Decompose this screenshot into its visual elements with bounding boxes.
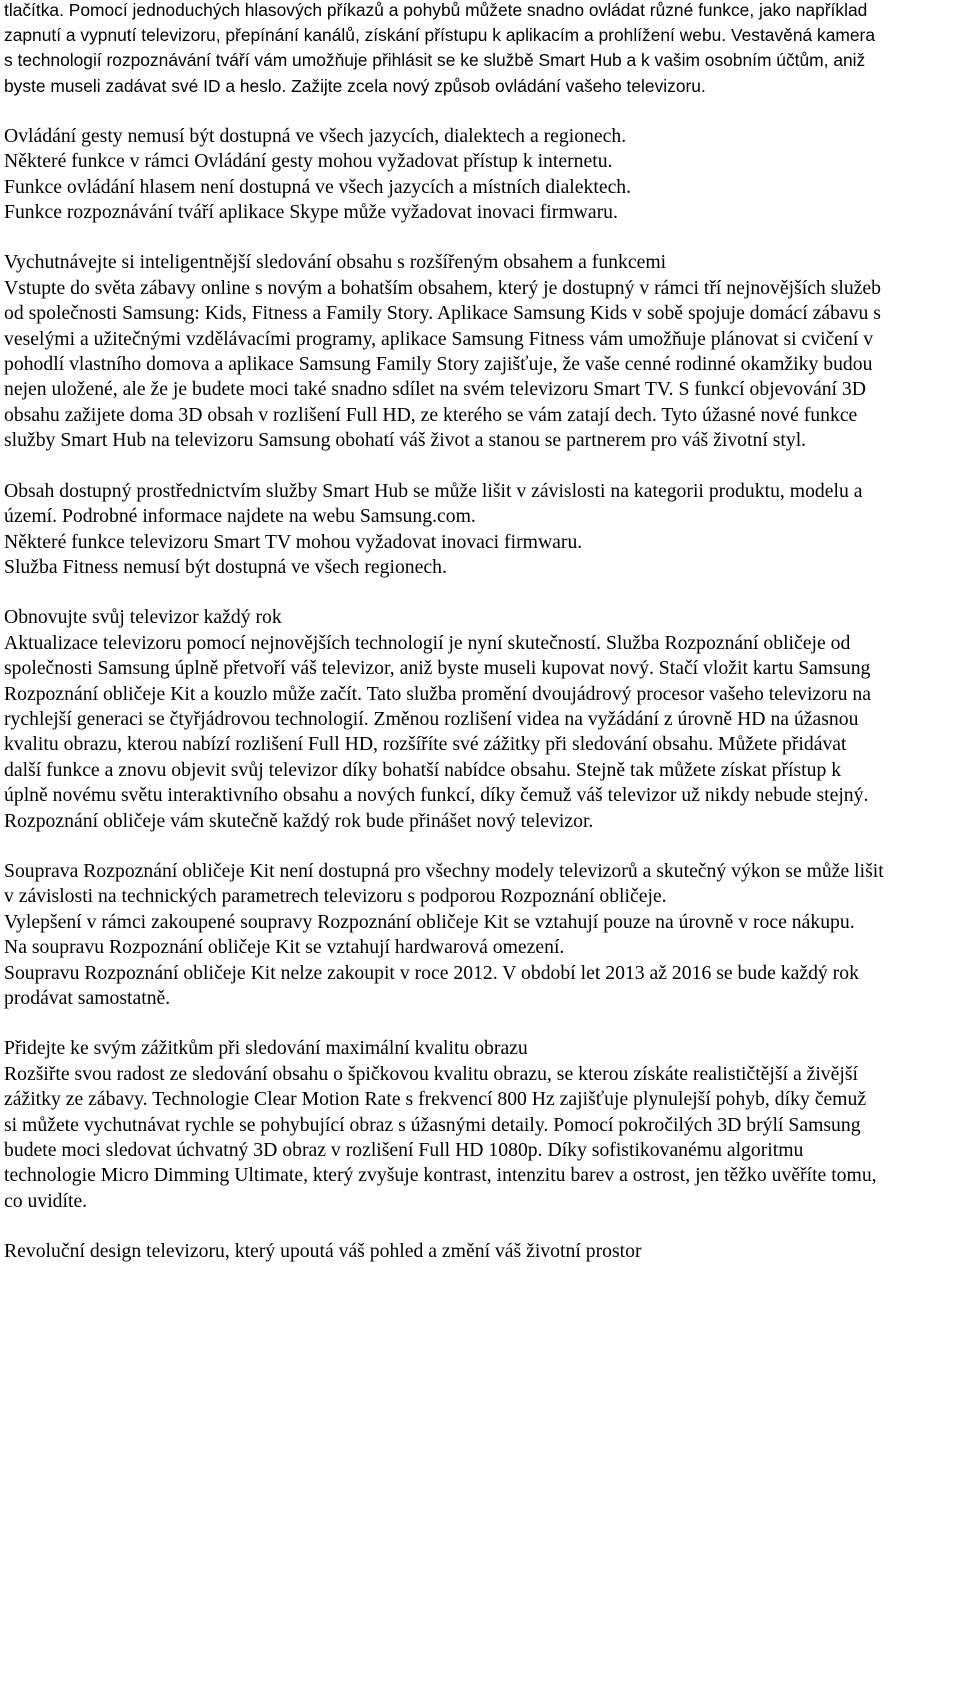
note-paragraph: Souprava Rozpoznání obličeje Kit není dostupná pro všechny modely televizorů a skutečný výkon se může lišit v závislosti na technických parametrech televizoru s podporou Rozpoznání obličeje. [4,859,884,908]
spacer [4,99,884,124]
note-paragraph: Vylepšení v rámci zakoupené soupravy Rozpoznání obličeje Kit se vztahují pouze na úrovně v roce nákupu. [4,910,855,933]
section-heading: Přidejte ke svým zážitkům při sledování maximální kvalitu obrazu [4,1037,528,1060]
document-page [4,0,884,1265]
note-line: Na soupravu Rozpoznání obličeje Kit se vztahují hardwarová omezení. [4,936,565,959]
spacer [4,834,884,859]
note-line: Ovládání gesty nemusí být dostupná ve všech jazycích, dialektech a regionech. [4,124,627,147]
design-heading: Revoluční design televizoru, který upoutá váš pohled a změní váš životní prostor [4,1240,642,1263]
smart-content-section [4,250,884,453]
section-paragraph: Vstupte do světa zábavy online s novým a bohatším obsahem, který je dostupný v rámci tří nejnovějších služeb od společnosti Samsung: Kids, Fitness a Family Story. Aplikace Samsung Kids v sobě spojuje domácí zábavu s veselými a užitečnými vzdělávacími programy, aplikace Samsung Fitness vám umožňuje plánovat si cvičení v pohodlí vlastního domova a aplikace Samsung Family Story zajišťuje, že vaše cenné rodinné okamžiky budou nejen uložené, ale že je budete moci také snadno sdílet na svém televizoru Smart TV. S funkcí objevování 3D obsahu zažijete doma 3D obsah v rozlišení Full HD, ze kterého se vám zatají dech. Tyto úžasné nové funkce služby Smart Hub na televizoru Samsung obohatí váš život a stanou se partnerem pro váš životní styl. [4,276,881,452]
note-line: Služba Fitness nemusí být dostupná ve všech regionech. [4,555,447,578]
note-line: Některé funkce v rámci Ovládání gesty mohou vyžadovat přístup k internetu. [4,150,613,173]
note-line: Funkce ovládání hlasem není dostupná ve všech jazycích a místních dialektech. [4,175,632,198]
smart-hub-notes [4,479,884,581]
spacer [4,1214,884,1239]
spacer [4,1011,884,1036]
note-paragraph: Soupravu Rozpoznání obličeje Kit nelze zakoupit v roce 2012. V období let 2013 až 2016 se bude každý rok prodávat samostatně. [4,961,859,1009]
note-paragraph: Obsah dostupný prostřednictvím služby Smart Hub se může lišit v závislosti na kategorii produktu, modelu a území. Podrobné informace najdete na webu Samsung.com. [4,479,863,528]
note-line: Funkce rozpoznávání tváří aplikace Skype může vyžadovat inovaci firmwaru. [4,201,618,224]
gesture-notes [4,124,884,226]
intro-paragraph: tlačítka. Pomocí jednoduchých hlasových příkazů a pohybů můžete snadno ovládat různé funkce, jako například zapnutí a vypnutí televizoru, přepínání kanálů, získání přístupu k aplikacím a prohlížení webu. Vestavěná kamera s technologií rozpoznávání tváří vám umožňuje přihlásit se ke službě Smart Hub a k vašim osobním účtům, aniž byste museli zadávat své ID a heslo. Zažijte zcela nový způsob ovládání vašeho televizoru. [4,0,875,96]
spacer [4,225,884,250]
section-paragraph: Aktualizace televizoru pomocí nejnovějších technologií je nyní skutečností. Služba Rozpoznání obličeje od společnosti Samsung úplně přetvoří váš televizor, aniž byste museli kupovat nový. Stačí vložit kartu Samsung Rozpoznání obličeje Kit a kouzlo může začít. Tato služba promění dvoujádrový procesor vašeho televizoru na rychlejší generaci se čtyřjádrovou technologií. Změnou rozlišení videa na vyžádání z úrovně HD na úžasnou kvalitu obrazu, kterou nabízí rozlišení Full HD, rozšíříte své zážitky při sledování obsahu. Můžete přidávat další funkce a znovu objevit svůj televizor díky bohatší nabídce obsahu. Stejně tak můžete získat přístup k úplně novému světu interaktivního obsahu a nových funkcí, díky čemuž váš televizor už nikdy nebude stejný. Rozpoznání obličeje vám skutečně každý rok bude přinášet nový televizor. [4,631,871,832]
section-heading: Vychutnávejte si inteligentnější sledování obsahu s rozšířeným obsahem a funkcemi [4,251,667,274]
section-paragraph: Rozšiřte svou radost ze sledování obsahu o špičkovou kvalitu obrazu, se kterou získáte realističtější a živější zážitky ze zábavy. Technologie Clear Motion Rate s frekvencí 800 Hz zajišťuje plynulejší pohyb, díky čemuž si můžete vychutnávat rychle se pohybující obraz s úžasnými detaily. Pomocí pokročilých 3D brýlí Samsung budete moci sledovat úchvatný 3D obraz v rozlišení Full HD 1080p. Díky sofistikovanému algoritmu technologie Micro Dimming Ultimate, který zvyšuje kontrast, intenzitu barev a ostrost, jen těžko uvěříte tomu, co uvidíte. [4,1062,877,1212]
quality-section [4,1036,884,1214]
note-line: Některé funkce televizoru Smart TV mohou vyžadovat inovaci firmwaru. [4,530,583,553]
spacer [4,580,884,605]
kit-notes [4,859,884,1011]
spacer [4,454,884,479]
upgrade-section [4,605,884,834]
section-heading: Obnovujte svůj televizor každý rok [4,606,282,629]
